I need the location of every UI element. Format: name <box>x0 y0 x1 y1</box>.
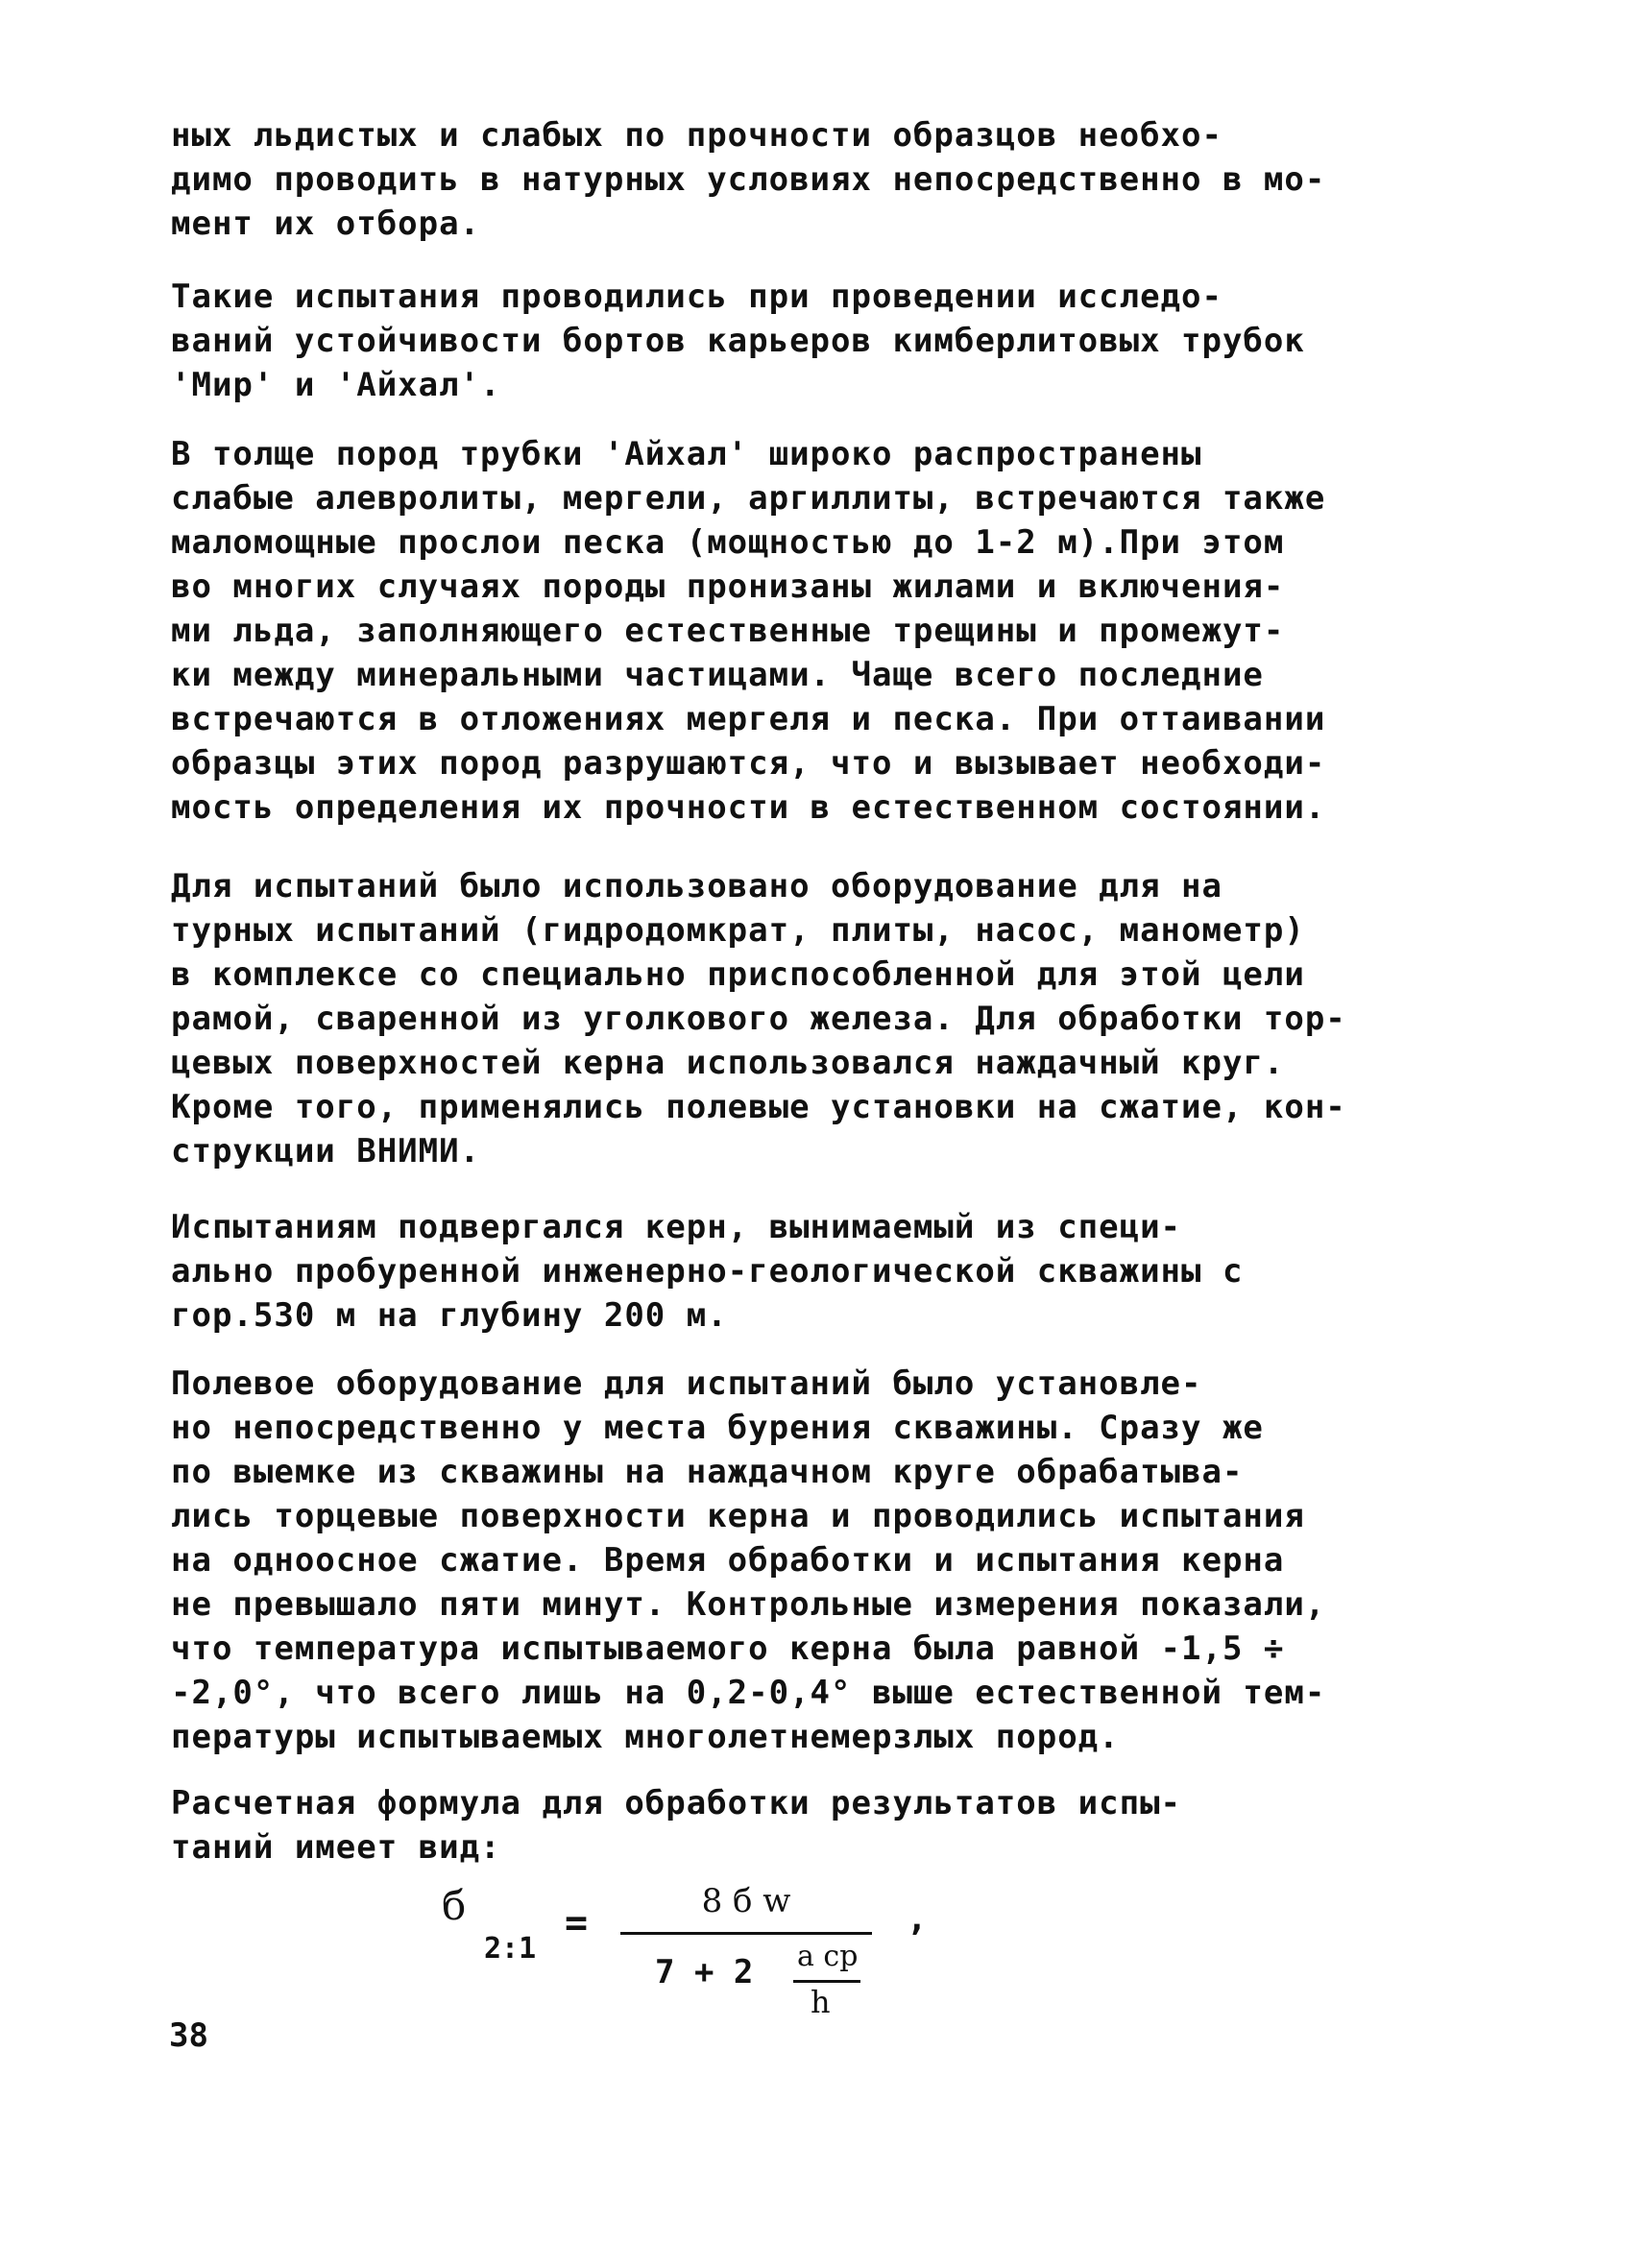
formula-numerator: 8 б w <box>701 1882 791 1920</box>
formula-lhs-subscript: 2:1 <box>484 1932 537 1966</box>
formula-inner-fraction-bar <box>793 1980 860 1983</box>
paragraph-3: В толще пород трубки 'Айхал' широко распространены слабые алевролиты, мергели, аргиллиты, встречаются также маломощные прослои песка (мощностью до 1-2 м).При этом во многих случаях породы пронизаны жилами и включения- ми льда, заполняющего естественные трещины и промежут- ки между минеральными частицами. Чаще всего последние встречаются в отложениях мергеля и песка. При оттаивании образцы этих пород разрушаются, что и вызывает необходи- мость определения их прочности в естественном состоянии. <box>171 435 1326 827</box>
formula-equals: = <box>565 1901 589 1945</box>
paragraph-4: Для испытаний было использовано оборудование для на турных испытаний (гидродомкрат, плиты, насос, манометр) в комплексе со специально приспособленной для этой цели рамой, сваренной из уголкового железа. Для обработки тор- цевых поверхностей керна использовался наждачный круг. Кроме того, применялись полевые установки на сжатие, кон- струкции ВНИМИ. <box>171 867 1346 1170</box>
formula-denominator-prefix: 7 + 2 <box>655 1953 754 1991</box>
formula-trailing-comma: , <box>907 1899 928 1939</box>
formula-inner-numerator: a ср <box>797 1940 859 1973</box>
paragraph-1: ных льдистых и слабых по прочности образцов необхо- димо проводить в натурных условиях непосредственно в мо- мент их отбора. <box>171 116 1326 243</box>
strength-formula <box>442 1882 1018 2055</box>
paragraph-7: Расчетная формула для обработки результатов испы- таний имеет вид: <box>171 1784 1182 1867</box>
paragraph-2: Такие испытания проводились при проведении исследо- ваний устойчивости бортов карьеров кимберлитовых трубок 'Мир' и 'Айхал'. <box>171 277 1305 404</box>
paragraph-5: Испытаниям подвергался керн, вынимаемый из специ- ально пробуренной инженерно-геологической скважины с гор.530 м на глубину 200 м. <box>171 1208 1244 1335</box>
formula-lhs: б <box>442 1882 467 1929</box>
paragraph-6: Полевое оборудование для испытаний было установле- но непосредственно у места бурения скважины. Сразу же по выемке из скважины на наждачном круге обрабатыва- лись торцевые поверхности керна и проводились испытания на одноосное сжатие. Время обработки и испытания керна не превышало пяти минут. Контрольные измерения показали, что температура испытываемого керна была равной -1,5 ÷ -2,0°, что всего лишь на 0,2-0,4° выше естественной тем- пературы испытываемых многолетнемерзлых пород. <box>171 1364 1326 1756</box>
formula-fraction-bar <box>620 1932 872 1935</box>
page-number: 38 <box>169 2016 208 2055</box>
formula-inner-denominator: h <box>811 1984 831 2020</box>
